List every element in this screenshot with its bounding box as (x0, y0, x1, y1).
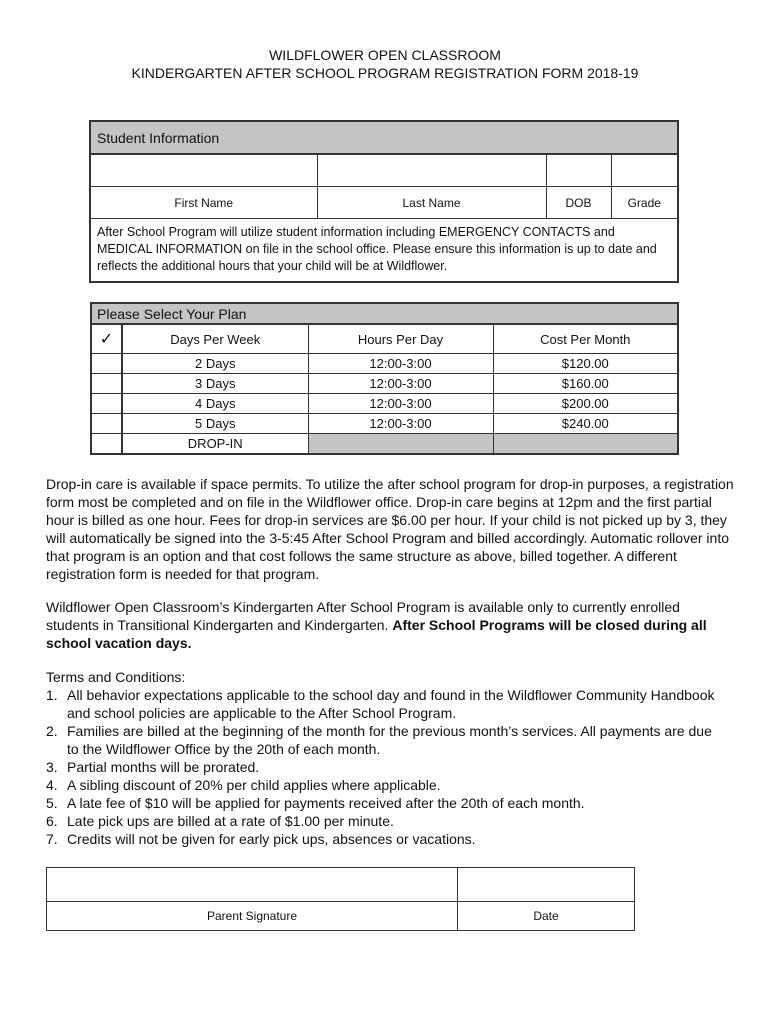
term-text: Partial months will be prorated. (67, 759, 260, 775)
list-item (46, 776, 726, 794)
plan-checkbox-4-days[interactable] (91, 394, 122, 414)
plan-hours-na (308, 434, 493, 455)
student-information-heading: Student Information (90, 121, 678, 154)
student-information-note: After School Program will utilize student information including EMERGENCY CONTACTS and MEDICAL INFORMATION on file in the school office. Please ensure this information is up to date and reflects the additional hours that your child will be at Wildflower. (90, 219, 678, 283)
plan-days: 2 Days (122, 354, 308, 374)
form-title-line1: WILDFLOWER OPEN CLASSROOM (269, 47, 501, 63)
plan-days: DROP-IN (122, 434, 308, 455)
list-item (46, 812, 726, 830)
plan-days: 3 Days (122, 374, 308, 394)
terms-list (46, 686, 726, 848)
parent-signature-field[interactable] (47, 868, 458, 902)
parent-signature-label: Parent Signature (47, 902, 458, 931)
plan-checkbox-drop-in[interactable] (91, 434, 122, 455)
term-text: A sibling discount of 20% per child applies where applicable. (67, 777, 441, 793)
days-per-week-header: Days Per Week (122, 324, 308, 354)
plan-checkbox-2-days[interactable] (91, 354, 122, 374)
terms-title: Terms and Conditions: (46, 669, 186, 685)
last-name-label: Last Name (317, 187, 546, 219)
plan-cost: $200.00 (493, 394, 678, 414)
term-number: 1. (46, 687, 58, 703)
plan-cost: $160.00 (493, 374, 678, 394)
term-text: Credits will not be given for early pick ups, absences or vacations. (67, 831, 476, 847)
dob-field[interactable] (546, 154, 611, 187)
list-item (46, 686, 726, 722)
plan-hours: 12:00-3:00 (308, 374, 493, 394)
plan-table (90, 302, 679, 455)
term-number: 6. (46, 813, 58, 829)
term-number: 2. (46, 723, 58, 739)
plan-checkbox-5-days[interactable] (91, 414, 122, 434)
term-number: 7. (46, 831, 58, 847)
grade-field[interactable] (611, 154, 678, 187)
list-item (46, 722, 726, 758)
plan-days: 5 Days (122, 414, 308, 434)
plan-row (91, 354, 678, 374)
plan-row (91, 394, 678, 414)
list-item (46, 830, 726, 848)
plan-hours: 12:00-3:00 (308, 354, 493, 374)
list-item (46, 794, 726, 812)
plan-days: 4 Days (122, 394, 308, 414)
checkmark-column-header (91, 324, 122, 354)
date-field[interactable] (458, 868, 635, 902)
plan-cost-na (493, 434, 678, 455)
checkmark-icon: ✓ (99, 331, 114, 348)
dob-label: DOB (546, 187, 611, 219)
plan-row (91, 374, 678, 394)
cost-per-month-header: Cost Per Month (493, 324, 678, 354)
plan-checkbox-3-days[interactable] (91, 374, 122, 394)
plan-hours: 12:00-3:00 (308, 394, 493, 414)
plan-row (91, 434, 678, 455)
form-title-line2: KINDERGARTEN AFTER SCHOOL PROGRAM REGISTRATION FORM 2018-19 (131, 65, 639, 81)
plan-hours: 12:00-3:00 (308, 414, 493, 434)
eligibility-paragraph (46, 598, 736, 652)
grade-label: Grade (611, 187, 678, 219)
plan-cost: $240.00 (493, 414, 678, 434)
term-text: Late pick ups are billed at a rate of $1.00 per minute. (67, 813, 394, 829)
plan-heading: Please Select Your Plan (91, 303, 678, 324)
last-name-field[interactable] (317, 154, 546, 187)
term-number: 5. (46, 795, 58, 811)
drop-in-paragraph: Drop-in care is available if space permits. To utilize the after school program for drop-in purposes, a registration form most be completed and on file in the Wildflower office. Drop-in care begins at 12pm and the first partial hour is billed as one hour. Fees for drop-in services are $6.00 per hour. If your child is not picked up by 3, they will automatically be signed into the 3-5:45 After School Program and billed accordingly. Automatic rollover into that program is an option and that cost follows the same structure as above, billed together. A different registration form is needed for that program. (46, 476, 734, 582)
term-number: 3. (46, 759, 58, 775)
term-text: A late fee of $10 will be applied for payments received after the 20th of each month. (67, 795, 585, 811)
term-text: Families are billed at the beginning of the month for the previous month’s services. All payments are due to the Wildflower Office by the 20th of each month. (67, 723, 712, 757)
signature-table (46, 867, 635, 931)
date-label: Date (458, 902, 635, 931)
eligibility-text: Wildflower Open Classroom’s Kindergarten After School Program is available only to currently enrolled students in Transitional Kindergarten and Kindergarten. (46, 599, 680, 633)
student-information-table (89, 120, 679, 283)
first-name-field[interactable] (90, 154, 317, 187)
first-name-label: First Name (90, 187, 317, 219)
term-text: All behavior expectations applicable to the school day and found in the Wildflower Community Handbook and school policies are applicable to the After School Program. (67, 687, 715, 721)
plan-cost: $120.00 (493, 354, 678, 374)
vacation-closure-notice: After School Programs will be closed during all school vacation days. (46, 617, 707, 651)
plan-row (91, 414, 678, 434)
term-number: 4. (46, 777, 58, 793)
list-item (46, 758, 726, 776)
hours-per-day-header: Hours Per Day (308, 324, 493, 354)
